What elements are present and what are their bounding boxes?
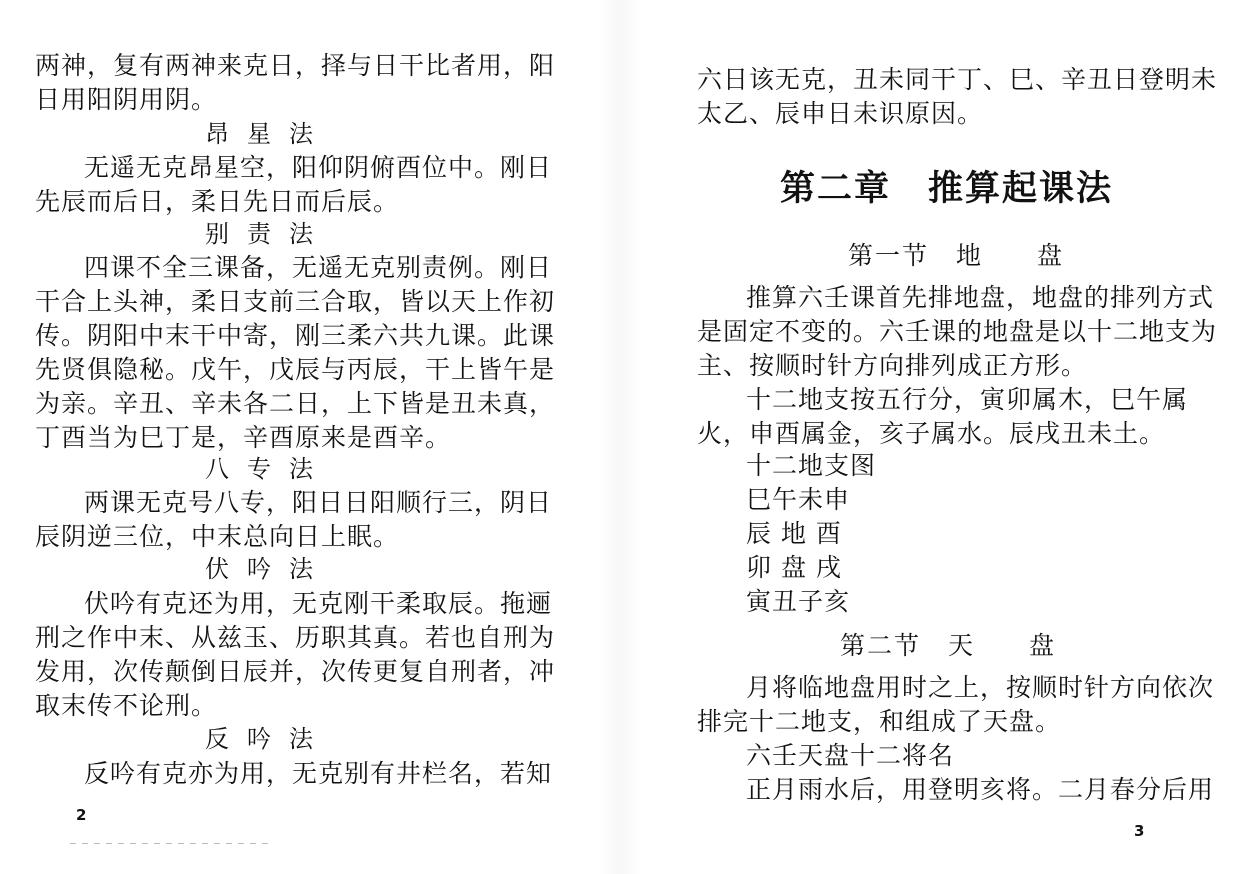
text-line: 六日该无克，丑未同干丁、巳、辛丑日登明未 [697,65,1218,94]
text-line: 丁酉当为巳丁是，辛酉原来是酉辛。 [35,423,452,452]
text-line: 是固定不变的。六壬课的地盘是以十二地支为 [697,317,1218,346]
section-heading-biezi: 别责法 [205,220,331,248]
text-line: 无遥无克昂星空，阳仰阴俯酉位中。刚日 [84,153,553,182]
text-line: 刑之作中末、从兹玉、历职其真。若也自刑为 [35,623,556,652]
page-number-right: 3 [1134,822,1145,840]
scan-edge-line [70,843,270,844]
text-line: 推算六壬课首先排地盘，地盘的排列方式 [746,283,1215,312]
diagram-row: 寅丑子亥 [746,587,851,616]
text-line: 太乙、辰申日未识原因。 [697,99,984,128]
text-line: 反吟有克亦为用，无克别有井栏名，若知 [84,759,553,788]
diagram-row: 卯 盘 戌 [746,553,842,582]
text-line: 取末传不论刑。 [35,691,218,720]
text-line: 两神，复有两神来克日，择与日干比者用，阳 [35,51,556,80]
text-line: 主、按顺时针方向排列成正方形。 [697,351,1088,380]
text-line: 月将临地盘用时之上，按顺时针方向依次 [746,673,1215,702]
text-line: 排完十二地支，和组成了天盘。 [697,707,1062,736]
text-line: 干合上头神，柔日支前三合取，皆以天上作初 [35,287,556,316]
section-heading-bazhuan: 八专法 [205,455,331,483]
text-line: 先贤俱隐秘。戊午，戊辰与丙辰，干上皆午是 [35,355,556,384]
book-gutter [600,0,640,874]
section-heading-fanyin: 反吟法 [205,725,331,753]
section-heading-angxing: 昂星法 [205,120,331,148]
text-line: 伏吟有克还为用，无克刚干柔取辰。拖逦 [84,589,553,618]
section-title-dipan: 第一节 地 盘 [848,241,1065,270]
text-line: 先辰而后日，柔日先日而后辰。 [35,187,400,216]
text-line: 火，申酉属金，亥子属水。辰戌丑未土。 [697,419,1166,448]
text-line: 日用阳阴用阴。 [35,85,218,114]
diagram-row: 辰 地 酉 [746,519,842,548]
text-line: 十二地支图 [746,451,877,480]
text-line: 十二地支按五行分，寅卯属木，巳午属 [746,385,1189,414]
text-line: 为亲。辛丑、辛未各二日，上下皆是丑未真， [35,389,556,418]
diagram-row: 巳午未申 [746,485,851,514]
chapter-title: 第二章 推算起课法 [780,168,1114,209]
page-number-left: 2 [76,806,87,824]
text-line: 发用，次传颠倒日辰并，次传更复自刑者，冲 [35,657,556,686]
text-line: 两课无克号八专，阳日日阳顺行三，阴日 [84,488,553,517]
right-page [640,0,1260,874]
text-line: 辰阴逆三位，中末总向日上眠。 [35,522,400,551]
text-line: 传。阴阳中末干中寄，刚三柔六共九课。此课 [35,321,556,350]
text-line: 正月雨水后，用登明亥将。二月春分后用 [746,775,1215,804]
left-page [0,0,560,874]
section-title-tianpan: 第二节 天 盘 [840,631,1057,660]
text-line: 六壬天盘十二将名 [746,741,955,770]
text-line: 四课不全三课备，无遥无克别责例。刚日 [84,253,553,282]
section-heading-fuyin: 伏吟法 [205,555,331,583]
